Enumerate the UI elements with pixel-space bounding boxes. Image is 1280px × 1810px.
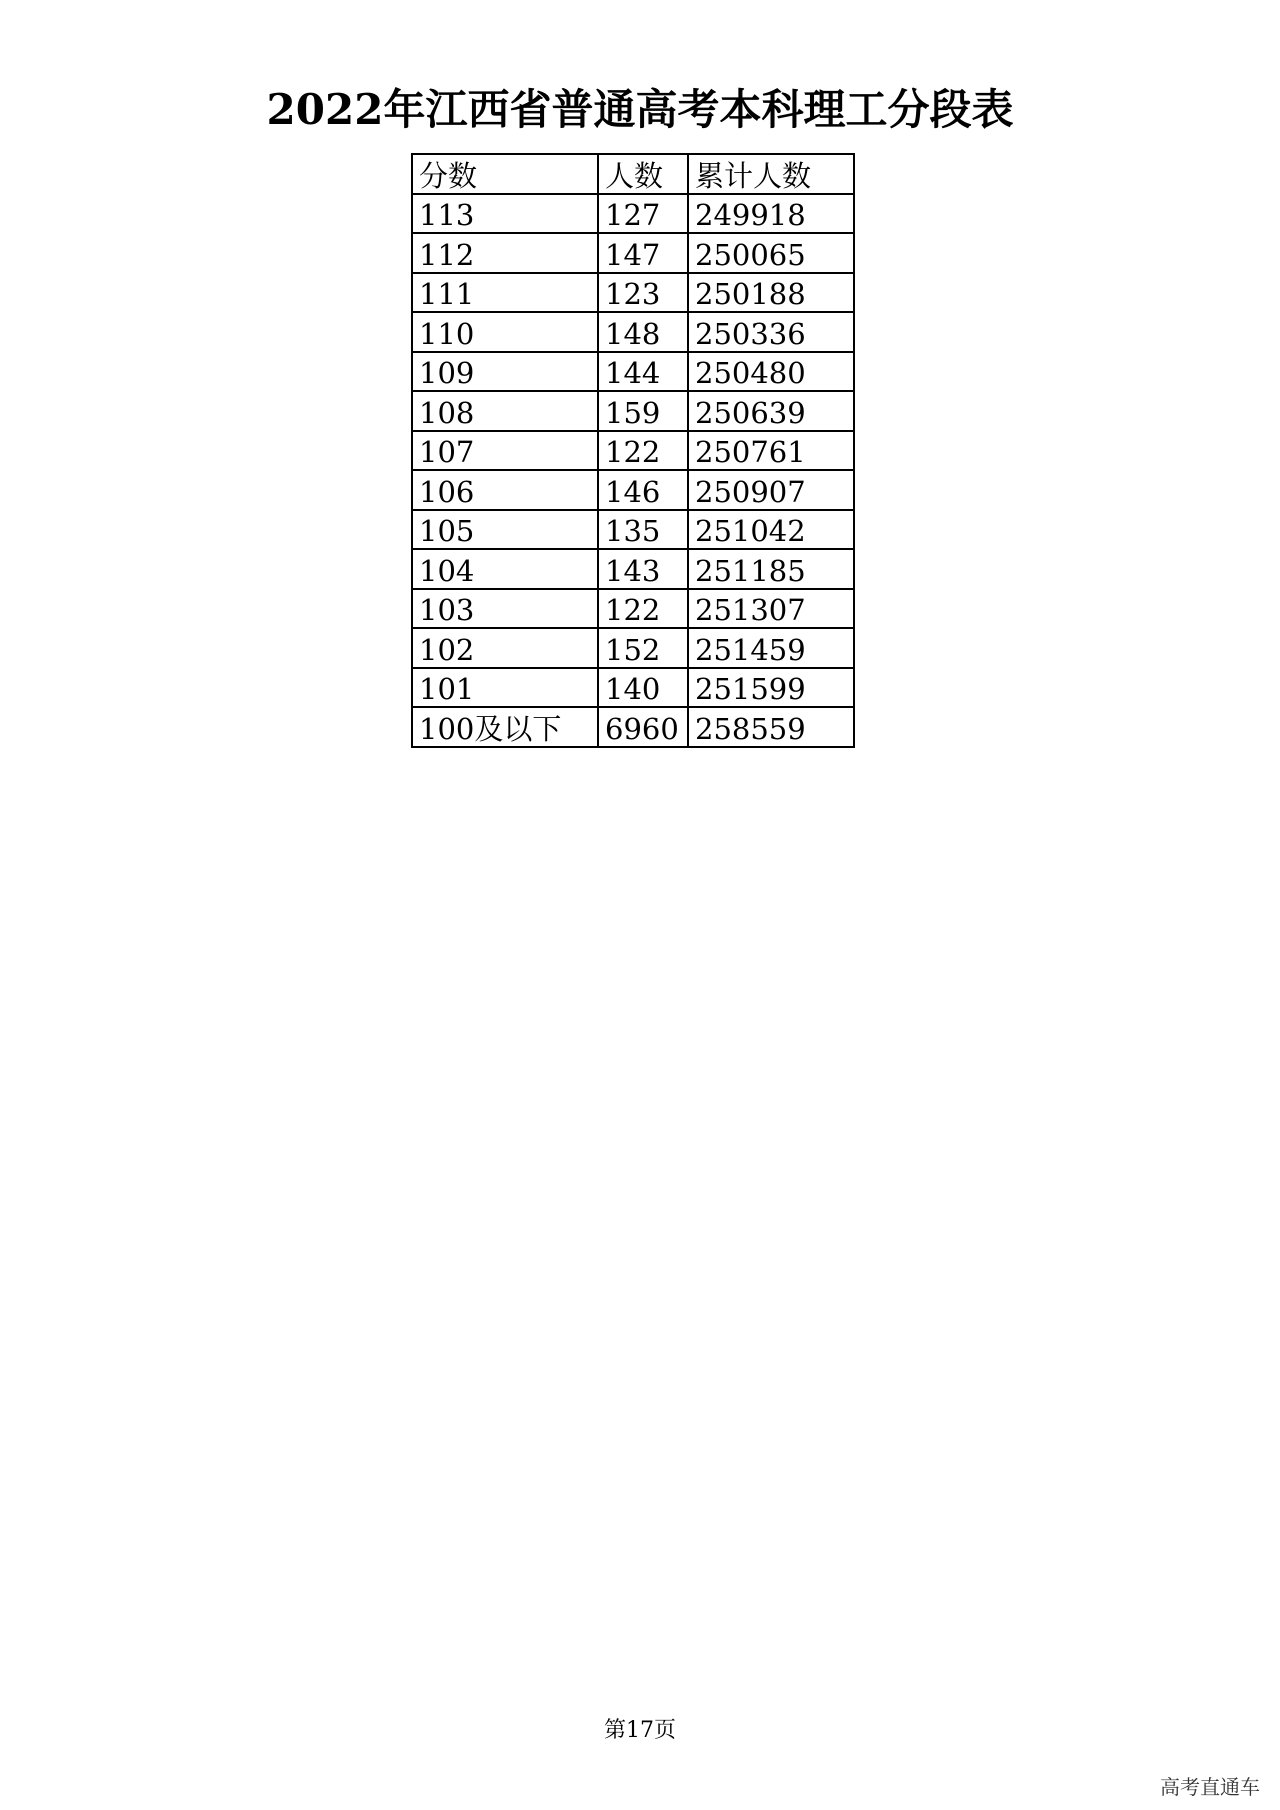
cell-score: 101 [412, 668, 598, 708]
table-header-row [412, 154, 854, 194]
cell-cumulative: 258559 [688, 707, 854, 747]
cell-cumulative: 250907 [688, 470, 854, 510]
cell-cumulative: 250188 [688, 273, 854, 313]
cell-cumulative: 250336 [688, 312, 854, 352]
table-row [412, 194, 854, 234]
table-row [412, 549, 854, 589]
cell-score: 111 [412, 273, 598, 313]
cell-score: 104 [412, 549, 598, 589]
table-row [412, 273, 854, 313]
cell-count: 127 [598, 194, 688, 234]
cell-count: 146 [598, 470, 688, 510]
header-cumulative: 累计人数 [688, 154, 854, 194]
cell-count: 152 [598, 628, 688, 668]
table-row [412, 391, 854, 431]
cell-cumulative: 251599 [688, 668, 854, 708]
cell-cumulative: 250065 [688, 233, 854, 273]
cell-score: 103 [412, 589, 598, 629]
cell-score: 109 [412, 352, 598, 392]
cell-score: 113 [412, 194, 598, 234]
table-row [412, 312, 854, 352]
cell-count: 159 [598, 391, 688, 431]
cell-cumulative: 251307 [688, 589, 854, 629]
watermark: 高考直通车 [1160, 1775, 1260, 1799]
cell-score: 107 [412, 431, 598, 471]
cell-score: 110 [412, 312, 598, 352]
cell-count: 147 [598, 233, 688, 273]
cell-count: 144 [598, 352, 688, 392]
cell-cumulative: 251042 [688, 510, 854, 550]
score-distribution-table [411, 153, 855, 748]
cell-count: 135 [598, 510, 688, 550]
header-count: 人数 [598, 154, 688, 194]
cell-cumulative: 251459 [688, 628, 854, 668]
table-row [412, 470, 854, 510]
cell-count: 148 [598, 312, 688, 352]
cell-score: 112 [412, 233, 598, 273]
table-row [412, 233, 854, 273]
page-title: 2022年江西省普通高考本科理工分段表 [266, 85, 1014, 134]
header-score: 分数 [412, 154, 598, 194]
cell-cumulative: 250761 [688, 431, 854, 471]
cell-score: 108 [412, 391, 598, 431]
table-row [412, 431, 854, 471]
table-row [412, 668, 854, 708]
cell-count: 143 [598, 549, 688, 589]
cell-count: 122 [598, 589, 688, 629]
cell-score: 106 [412, 470, 598, 510]
table-row [412, 628, 854, 668]
cell-count: 140 [598, 668, 688, 708]
cell-count: 6960 [598, 707, 688, 747]
cell-count: 122 [598, 431, 688, 471]
cell-score: 100及以下 [412, 707, 598, 747]
page-number: 第17页 [604, 1718, 676, 1743]
table-row [412, 589, 854, 629]
cell-cumulative: 250639 [688, 391, 854, 431]
cell-score: 105 [412, 510, 598, 550]
cell-score: 102 [412, 628, 598, 668]
table-row [412, 352, 854, 392]
cell-cumulative: 251185 [688, 549, 854, 589]
cell-count: 123 [598, 273, 688, 313]
table-row [412, 510, 854, 550]
cell-cumulative: 249918 [688, 194, 854, 234]
cell-cumulative: 250480 [688, 352, 854, 392]
table-row [412, 707, 854, 747]
